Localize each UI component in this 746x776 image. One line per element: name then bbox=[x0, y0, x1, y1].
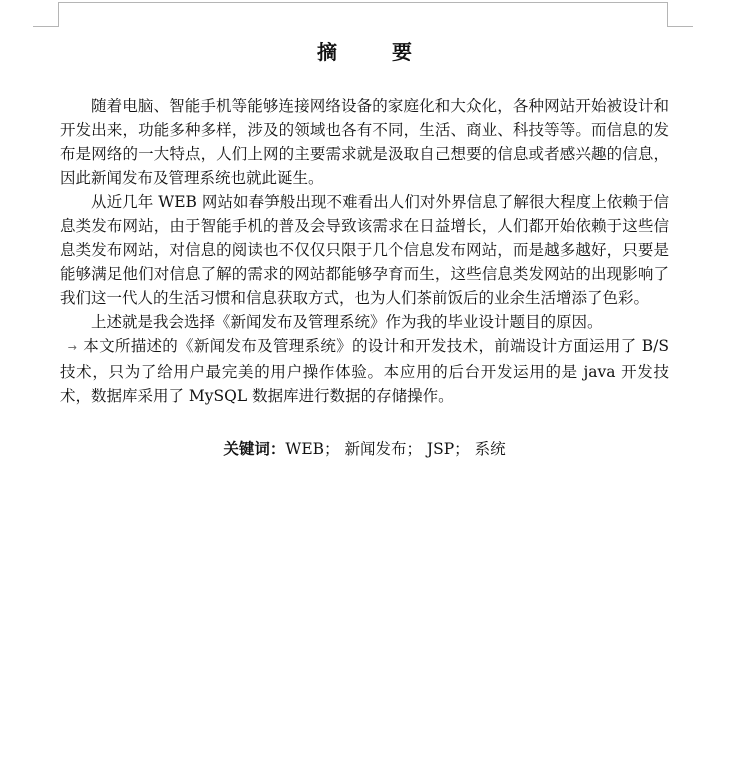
paragraph-2: 从近几年 WEB 网站如春笋般出现不难看出人们对外界信息了解很大程度上依赖于信息类发布网站，由于智能手机的普及会导致该需求在日益增长，人们都开始依赖于这些信息类发布网站，对信息的阅读也不仅仅只限于几个信息发布网站，而是越多越好，只要是能够满足他们对信息了解的需求的网站都能够孕育而生，这些信息类发网站的出现影响了我们这一代人的生活习惯和信息获取方式，也为人们茶前饭后的业余生活增添了色彩。 bbox=[60, 193, 669, 307]
document-body bbox=[60, 38, 669, 461]
crop-mark-top-left-vertical bbox=[58, 2, 59, 27]
abstract-title: 摘 要 bbox=[317, 40, 436, 64]
keywords-label: 关键词： bbox=[223, 440, 286, 458]
keywords-line bbox=[60, 437, 669, 461]
paragraph-4-text: 本文所描述的《新闻发布及管理系统》的设计和开发技术，前端设计方面运用了 B/S 技术，只为了给用户最完美的用户操作体验。本应用的后台开发运用的是 java 开发技术，数据库采用了 MySQL 数据库进行数据的存储操作。 bbox=[60, 337, 669, 405]
paragraph-1: 随着电脑、智能手机等能够连接网络设备的家庭化和大众化，各种网站开始被设计和开发出来，功能多种多样，涉及的领域也各有不同，生活、商业、科技等等。而信息的发布是网络的一大特点，人们上网的主要需求就是汲取自己想要的信息或者感兴趣的信息，因此新闻发布及管理系统也就此诞生。 bbox=[60, 97, 669, 187]
page-top-edge bbox=[58, 2, 667, 3]
crop-mark-top-right-vertical bbox=[667, 2, 668, 27]
crop-mark-top-right-horizontal bbox=[667, 26, 693, 27]
crop-mark-top-left-horizontal bbox=[33, 26, 59, 27]
paragraph-4 bbox=[60, 334, 669, 408]
keywords-value: WEB； 新闻发布； JSP； 系统 bbox=[285, 440, 506, 458]
tab-arrow-icon: → bbox=[67, 341, 77, 354]
paragraph-3: 上述就是我会选择《新闻发布及管理系统》作为我的毕业设计题目的原因。 bbox=[91, 313, 603, 331]
